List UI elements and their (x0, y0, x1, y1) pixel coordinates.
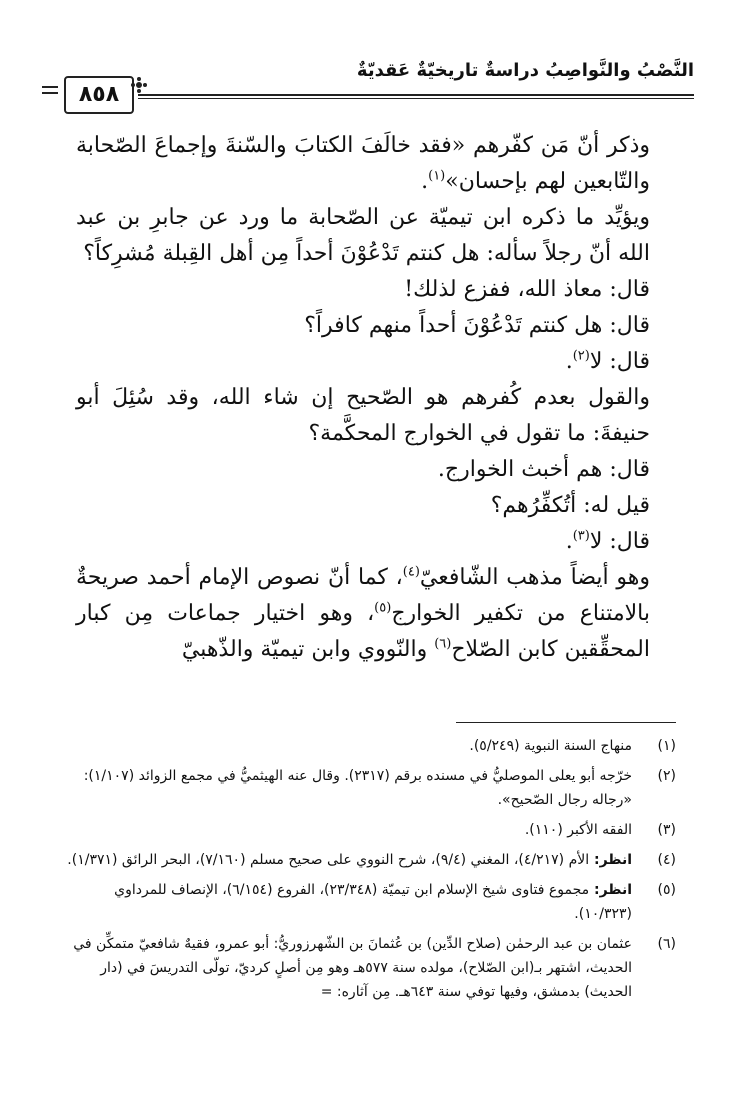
footnote-text: خرّجه أبو يعلى الموصليُّ في مسنده برقم (٢٣١٧). وقال عنه الهيثميُّ في مجمع الزوائد (١/١٠٧): «رجاله رجال الصّحيح». (83, 768, 632, 808)
paragraph (76, 560, 676, 668)
paragraph-text: قال: لا (589, 349, 650, 374)
footnote-text: الفقه الأكبر (١١٠). (524, 822, 632, 838)
footnote-ref: (٢) (572, 348, 590, 364)
footnote-number: (٥) (657, 882, 676, 898)
footnote-ref: (٤) (402, 564, 420, 580)
footnote-separator (456, 722, 676, 723)
footnote-number: (٦) (657, 936, 676, 952)
paragraph-text: قال: لا (589, 529, 650, 554)
header-rule (138, 94, 694, 96)
page-number: ٨٥٨ (64, 76, 134, 114)
paragraph: قال: معاذ الله، ففزع لذلك! (404, 277, 650, 302)
footnotes (60, 734, 676, 1010)
footnote-ref: (٦) (434, 636, 452, 652)
paragraph (76, 128, 676, 200)
footnote-text: الأم (٤/٢١٧)، المغني (٩/٤)، شرح النووي على صحيح مسلم (٧/١٦٠)، البحر الرائق (١/٣٧١). (67, 852, 590, 868)
footnote-ref: (٥) (374, 600, 392, 616)
footnote-ref: (٣) (572, 528, 590, 544)
main-text (76, 128, 676, 668)
footnote-number: (١) (657, 738, 676, 754)
paragraph: قال: هم أخبث الخوارج. (437, 457, 650, 482)
footnote-text: منهاج السنة النبوية (٥/٢٤٩). (469, 738, 632, 754)
page-header (50, 58, 694, 118)
paragraph-text: ، وهو اختيار جماعات مِن كبار المحقِّقين كابن الصّلاح (76, 601, 650, 662)
punctuation: . (565, 529, 573, 554)
paragraph-text: وذكر أنّ مَن كفّرهم «فقد خالَفَ الكتابَ والسّنةَ وإجماعَ الصّحابة والتّابعين لهم بإحسان» (76, 133, 650, 194)
running-title: النَّصْبُ والنَّواصِبُ دراسةٌ تاريخيّةٌ عَقديّةٌ (356, 60, 694, 81)
equals-ornament-icon (42, 80, 58, 102)
paragraph: والقول بعدم كُفرهم هو الصّحيح إن شاء الله، وقد سُئِلَ أبو حنيفةَ: ما تقول في الخوارج المحكَّمة؟ (76, 385, 650, 446)
footnote-label: انظر: (589, 852, 632, 868)
footnote-number: (٤) (657, 852, 676, 868)
footnote (60, 818, 676, 842)
footnote (60, 878, 676, 926)
paragraph-text: ، كما أنّ نصوص الإمام أحمد صريحةٌ بالامتناع من تكفير الخوارج (76, 565, 650, 626)
footnote-label: انظر: (589, 882, 632, 898)
footnote (60, 932, 676, 1004)
footnote-text: مجموع فتاوى شيخ الإسلام ابن تيميّة (٢٣/٣٤٨)، الفروع (٦/١٥٤)، الإنصاف للمرداوي (١٠/٣٢٣). (114, 882, 632, 922)
floral-ornament-icon (130, 76, 148, 98)
footnote-text: عثمان بن عبد الرحمٰن (صلاح الدِّين) بن عُثمانَ بن الشّهرزوريُّ: أبو عمرو، فقيهٌ شافعيّ متمكِّن في الحديث، اشتهر بـ(ابن الصّلاح)، مولده سنة ٥٧٧هـ وهو مِن أصلٍ كرديّ، تولّى التدريسَ في (دار الحديث) بدمشق، وفيها توفي سنة ٦٤٣هـ. مِن آثاره: = (73, 936, 632, 1000)
paragraph (76, 344, 676, 380)
footnote (60, 848, 676, 872)
footnote (60, 764, 676, 812)
punctuation: . (565, 349, 573, 374)
paragraph-text: والنّووي وابن تيميّة والذّهبيّ (181, 637, 435, 662)
footnote-number: (٢) (657, 768, 676, 784)
header-rule-thin (138, 98, 694, 99)
punctuation: . (421, 169, 429, 194)
paragraph (76, 524, 676, 560)
paragraph: ويؤيِّد ما ذكره ابن تيميّة عن الصّحابة ما ورد عن جابرِ بن عبد الله أنّ رجلاً سأله: هل كنتم تَدْعُوْنَ أحداً مِن أهل القِبلة مُشرِكاً؟ (76, 205, 650, 266)
paragraph: قال: هل كنتم تَدْعُوْنَ أحداً منهم كافراً؟ (304, 313, 650, 338)
paragraph: قيل له: أتُكفِّرُهم؟ (490, 493, 650, 518)
footnote (60, 734, 676, 758)
footnote-number: (٣) (657, 822, 676, 838)
footnote-ref: (١) (428, 168, 446, 184)
paragraph-text: وهو أيضاً مذهب الشّافعيّ (419, 565, 651, 590)
